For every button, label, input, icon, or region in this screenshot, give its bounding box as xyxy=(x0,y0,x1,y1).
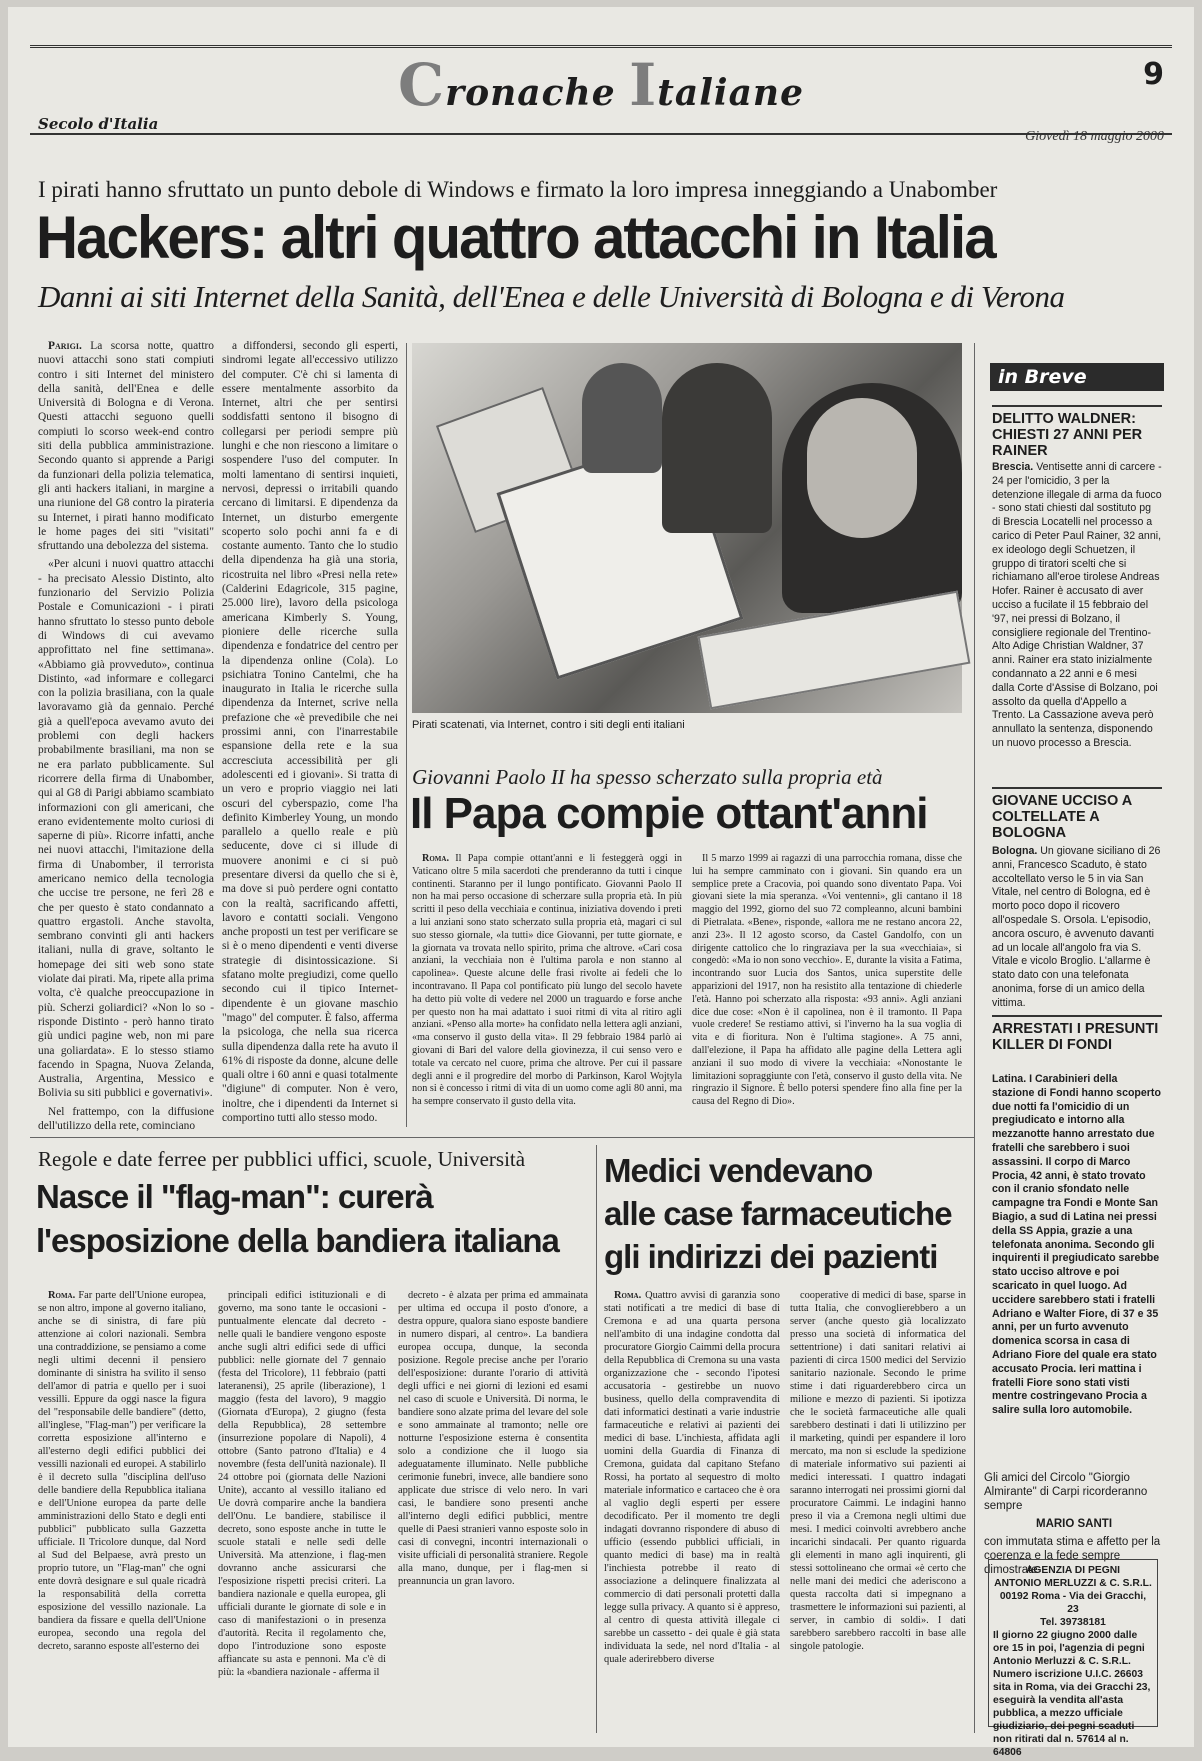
medici-col1-text: Quattro avvisi di garanzia sono stati notificati a tre medici di base di Cremona e ad una quarta persona nell'ambito di una indagine condotta dal procuratore Giorgio Caimmi della procura della Repubblica di Cremona su una vasta organizzazione che - secondo l'ipotesi accusatoria - gestirebbe un nuovo business, quello della compravendita di dati informatici destinati a varie industrie farmaceutiche e relativi ai pazienti dei medici di base. L'inchiesta, affidata agli uomini della Guardia di Finanza di Cremona, guidata dal capitano Stefano Rossi, ha portato al sequestro di molto materiale informatico e cartaceo che è ora al vaglio degli esperti per essere decodificato. Per il momento tre degli indagati dovranno rispondere di abuso di ufficio (essendo pubblici ufficiali, in quanto medici di base) ma in realtà l'inchiesta potrebbe il reato di associazione a delinquere finalizzata al commercio di dati personali protetti dalla legge sulla privacy. A quanto si è appreso, al centro di questa attività illegale ci sarebbe un cassetto - dei quale è già stata individuata la sede, nel nord d'Italia - al quale aderirebbero diverse xyxy=(604,1290,780,1665)
flag-story-column-2 xyxy=(218,1289,386,1733)
column-rule-1 xyxy=(406,343,407,1127)
top-rule xyxy=(30,45,1172,48)
section-masthead xyxy=(8,51,1194,119)
pope-headline: Il Papa compie ottant'anni xyxy=(410,789,928,838)
medici-headline-line-1: Medici vendevano xyxy=(604,1152,873,1189)
hackers-photo xyxy=(412,343,962,713)
brief-1-title: DELITTO WALDNER: CHIESTI 27 ANNI PER RAINER xyxy=(992,405,1162,459)
flag-headline xyxy=(36,1175,596,1263)
in-breve-header: in Breve xyxy=(990,363,1164,391)
medici-headline-line-3: gli indirizzi dei pazienti xyxy=(604,1238,938,1275)
brief-3-title: ARRESTATI I PRESUNTI KILLER DI FONDI xyxy=(992,1015,1162,1053)
notice-closing: con immutata stima e affetto per la coerenza e la fede sempre dimostrate xyxy=(984,1536,1161,1576)
section-title-part2: taliane xyxy=(657,72,805,114)
issue-date: Giovedì 18 maggio 2000 xyxy=(1025,129,1164,144)
paper-name: Secolo d'Italia xyxy=(38,115,159,133)
brief-3-body: I Carabinieri della stazione di Fondi hanno scoperto due notti fa l'omicidio di un pregiudicato e intorno alla mezzanotte hanno arrestato due fratelli che sarebbero i suoi assassini. Il corpo di Marco Procia, 42 anni, è stato trovato con il cranio sfondato nelle campagne tra Fondi e Monte San Biagio, a sud di Latina nei pressi della SS Appia, grazie a una telefonata anonima. Secondo gli inquirenti il pregiudicato sarebbe stato ucciso altrove e poi scaricato in quel luogo. Ad uccidere sarebbero stati i fratelli Adriano e Walter Fiore, di 37 e 35 anni, per un furto avvenuto domenica scorsa in casa di Adriano Fiore del quale era stato accusato Procia. Ieri mattina i fratelli Fiore sono stati visti mentre costringevano Procia a salire sulla loro automobile. xyxy=(992,1073,1161,1417)
photo-face xyxy=(807,398,917,538)
masthead-rule xyxy=(30,133,1172,135)
pope-col2-text: Il 5 marzo 1999 ai ragazzi di una parrocchia romana, disse che lui ha sempre camminato con i giovani. Sin quando era un semplice prete a Cracovia, poi quando sono diventato Papa. Voi giovani siete la mia speranza. «Voi ventenni», gli cantano il 18 maggio del 1992, giorno del suo 72 compleanno, alcuni bambini di Pietralata. «Bene», risponde, «allora me ne restano ancora 22, anzi 23». Il 12 agosto scorso, da Castel Gandolfo, con un dirigente cattolico che lo ringraziava per la sua «vecchiaia», si congedò: «Ma io non sono vecchio». E, durante la visita a Fatima, incontrando suor Lucia dos Santos, unica superstite delle apparizioni del 1917, non ha resistito alla tentazione di chiederle l'età. Hanno poi scherzato alla risposta: «93 anni». Agli anziani dice due cose: «Non è il capolinea, non è il tramonto. Il Papa vuole credere! Se restiamo attivi, si l'inverno ha la sua voglia di vita e di fioritura. Non è l'ultima stagione». A 75 anni, dall'elezione, il Papa ha affidato alle pagine della Lettera agli anziani il suo modo di vivere la vecchiaia: «Nonostante le limitazioni sopraggiunte con l'età, conservo il gusto della vita. Ne ringrazio il Signore. È bello potersi spendere fino alla fine per la causa del Regno di Dio». xyxy=(692,853,962,1108)
medici-story-column-2 xyxy=(790,1289,966,1733)
flag-col2-text: principali edifici istituzionali e di governo, ma sono tante le occasioni - puntualmente elencate dal decreto - nelle quali le bandiere vengono esposte anche sugli altri edifici sede di uffici pubblici: nelle giornate del 7 gennaio (festa del Tricolore), 11 febbraio (patti lateranensi), 25 aprile (liberazione), 1 maggio (festa del lavoro), 9 maggio (Giornata d'Europa), 2 giugno (festa della Repubblica), 28 settembre (insurrezione popolare di Napoli), 4 ottobre (Santo patrono d'Italia) e 4 novembre (festa dell'unità nazionale). Il 24 ottobre poi (giornata delle Nazioni Unite), accanto al vessillo italiano ed Ue dovrà comparire anche la bandiera dell'Onu. Le bandiere, stabilisce il decreto, sono esposte anche in tutte le scuole statali e nelle sedi delle Università. Ma attenzione, i flag-men dovranno anche assicurarsi che l'esposizione rispetti precisi criteri. La bandiera nazionale e quella europea, gli ufficiali durante le giornate di sole e in caso di manifestazioni o in presenza d'autorità. Recita il regolamento che, dopo l'introduzione sono esposte affiancate su asta e pennoni. Ma c'è di più: la «bandiera nazionale - afferma il xyxy=(218,1290,386,1678)
page-number: 9 xyxy=(1143,57,1164,92)
brief-2-body: Un giovane siciliano di 26 anni, Francesco Scaduto, è stato accoltellato verso le 5 in via San Vitale, nel centro di Bologna, ed è morto poco dopo il ricovero all'ospedale S. Orsola. L'episodio, ancora oscuro, è avvenuto davanti ad un locale all'angolo fra via S. Vitale e vicolo Broglio. L'allarme è stato dato con una telefonata anonima, forse di un amico della vittima. xyxy=(992,845,1161,1009)
pope-story-column-2 xyxy=(692,853,962,1123)
main-kicker: I pirati hanno sfruttato un punto debole di Windows e firmato la loro impresa inneggiando a Unabomber xyxy=(38,177,998,202)
photo-person-middle xyxy=(662,363,772,533)
photo-caption: Pirati scatenati, via Internet, contro i siti degli enti italiani xyxy=(412,719,685,731)
flag-col1-text: Far parte dell'Unione europea, se non altro, impone al governo italiano, anche se di sinistra, di fare più attenzione ai colori nazionali. Sembra una contraddizione, se pensiamo a come negli ultimi decenni il pensiero dominante di sinistra ha svilito il senso dell'amor di patria e quello per i suoi vessilli. Eppure da oggi nasce la figura del "responsabile delle bandiere" (detto, all'inglese, "Flag-man") per verificare la corretta esposizione all'interno e all'esterno degli edifici pubblici dei vessilli nazionali ed europei. A stabilirlo è il decreto sulla "disciplina dell'uso delle bandiere della Repubblica italiana e dell'Unione europea da parte delle amministrazioni dello Stato e degli enti pubblici" pubblicato sulla Gazzetta ufficiale. Il Tricolore dunque, dal Nord al Sud del Belpaese, avrà presto un proprio tutore, un "Flag-man" che ogni ente dovrà designare e sul quale ricadrà la responsabilità della corretta esposizione del vessillo nazionale. La bandiera da fissare e quella dell'Unione europea, secondo una regola del decreto, saranno esposte all'esterno dei xyxy=(38,1290,206,1652)
main-col2-para-1: a diffondersi, secondo gli esperti, sindromi legate all'eccessivo utilizzo del computer. C'è chi si lamenta di essere mentalmente assorbito da Internet, altri che per sentirsi soddisfatti sentono il bisogno di collegarsi per periodi sempre più lunghi e che non riescono a limitare o sospendere l'uso del computer. In molti lamentano di sentirsi inquieti, nervosi, depressi o irritabili quando cercano di limitarsi. E dipendenza da Internet, un disturbo emergente scoperto solo pochi anni fa e di costante aumento. Tanto che lo studio della dipendenza ha già una storia, ricostruita nel libro «Presi nella rete» (Calderini Edagricole, 315 pagine, 25.000 lire), lavoro della psicologa americana Kimberly S. Young, pioniere delle ricerche sulla dipendenza e fondatrice del centro per la dipendenza online (Cola). Lo psichiatra Tonino Cantelmi, che ha inaugurato in Italia le ricerche sulla dipendenza da Internet, scrive nella prefazione che «è prevedibile che nei prossimi anni, con l'inarrestabile espansione della rete e la sua accresciuta accessibilità per gli adolescenti ed i giovani». Si tratta di un vero e proprio viaggio nei lati oscuri del cyberspazio, come l'ha definito Kimberley Young, un mondo parallelo a quello reale e più seducente, dove ci si illude di muovere anonimi e ci si può presentare diversi da quello che si è, ma dove si può perdere ogni contatto con la realtà, sacrificando affetti, lavoro e contatti sociali. Vengono anche proposti un test per verificare se si è o meno dipendenti e venti diverse strategie di disintossicazione. Si sfatano molte pregiudizi, come quello secondo cui il tipico Internet-dipendente è un giovane maschio "mago" del computer. È falso, afferma la psicologa, che nella sua ricerca sulla dipendenza dalla rete ha avuto il 61% di risposte da donne, alcune delle quali oltre i 60 anni e quasi totalmente "digiune" di computer. Non è vero, inoltre, che i dipendenti da Internet si comportino tutti allo stesso modo. xyxy=(222,340,398,1125)
flag-kicker: Regole e date ferree per pubblici uffici, scuole, Università xyxy=(38,1147,526,1171)
flag-dateline: Roma. xyxy=(48,1290,76,1301)
main-col1-para-1: La scorsa notte, quattro nuovi attacchi sono stati compiuti contro i siti Internet del ministero della sanità, dell'Enea e delle Università di Bologna e di Verona. Questi attacchi seguono quelli compiuti lo scorso week-end contro siti della pubblica amministrazione. Secondo quanto si apprende a Parigi da funzionari della polizia telematica, gli anti hackers italiani, in margine a una riunione del G8 contro la pirateria su Internet, i pirati hanno modificato le home pages dei siti "visitati" sfruttando una debolezza del sistema. xyxy=(38,340,214,553)
bottom-section-rule xyxy=(30,1137,974,1138)
medici-headline xyxy=(604,1149,964,1278)
flag-col3-text: decreto - è alzata per prima ed ammainata per ultima ed occupa il posto d'onore, a destra oppure, qualora siano esposte bandiere in numero dispari, al centro». La bandiera europea occupa, dunque, la seconda posizione. Regole precise anche per l'orario dell'esposizione: durante l'orario di attività degli uffici e nei giorni di lezioni ed esami nel caso di scuole e Università. Di norma, le bandiere sono alzate prima del levare del sole e sono ammainate al tramonto; nelle ore notturne l'esposizione esterna è consentita solo a condizione che il luogo sia adeguatamente illuminato. Nelle pubbliche cerimonie funebri, invece, alle bandiere sono applicate due strisce di velo nero. In vari casi, le bandiere sono presenti anche all'interno degli edifici pubblici, mentre quelle di Paesi stranieri vanno esposte solo in casi di convegni, incontri internazionali o visite ufficiali di personalità straniere. Regole alla mano, dunque, per i flag-men si preannuncia un gran lavoro. xyxy=(398,1290,588,1587)
medici-story-column-1 xyxy=(604,1289,780,1733)
brief-2-dateline: Bologna. xyxy=(992,845,1038,857)
brief-1-text xyxy=(992,461,1162,779)
main-col1-para-2: «Per alcuni i nuovi quattro attacchi - ha precisato Alessio Distinto, alto funzionario del Servizio Polizia Postale e Comunicazioni - i pirati hanno sfruttato lo stesso punto debole di Windows di cui avevamo approfittato nel fine settimana». «Abbiamo già provveduto», continua Distinto, «ad informare e collegarci con la polizia brasiliana, con la quale lavoravamo già da gennaio. Perché già a quell'epoca avevamo avuto dei problemi con degli hackers probabilmente brasiliani, ma non se ne era parlato pubblicamente. Sul ricorrere della firma di Unabomber, qui al G8 di Parigi abbiamo scambiato informazioni con gli americani, che erano evidentemente molto curiosi di saperne di più». Ricorre infatti, anche nei nuovi attacchi, l'imitazione della firma di Unabomber, il terrorista americano nemico della tecnologia che uccise tre persone, ne ferì 28 e che per questo è stato condannato a quattro ergastoli. Anche stavolta, sembrano convinti gli anti hackers italiani, nulla di grave, soltanto le homepage dei siti web sono state violate dai pirati. Ma, ripete alla prima volta, c'è qualche preoccupazione in più. Scherzi goliardici? «Non lo so - risponde Distinto - però hanno tirato giù undici pagine web, non mi pare una goliardata». E lo stesso stiamo facendo in Spagna, Nuova Zelanda, Australia, Argentina, Messico e Bolivia su siti pubblici e governativi». xyxy=(38,558,214,1100)
pope-dateline: Roma. xyxy=(422,853,450,864)
brief-3-dateline: Latina. xyxy=(992,1073,1027,1085)
ad-address: 00192 Roma - Via dei Gracchi, 23 xyxy=(999,1591,1147,1615)
flag-story-column-1 xyxy=(38,1289,206,1733)
pope-kicker: Giovanni Paolo II ha spesso scherzato sulla propria età xyxy=(412,765,883,789)
notice-text: Gli amici del Circolo "Giorgio Almirante" di Carpi ricorderanno sempre xyxy=(984,1472,1148,1512)
pope-col1-text: Il Papa compie ottant'anni e li festeggerà oggi in Vaticano oltre 5 mila sacerdoti che prenderanno da tutti i cinque continenti. Staranno per il lungo pontificato. Giovanni Paolo II non ha mai perso occasione di scherzare sulla propria età. In più scritti il peso della vecchiaia e continua, iniziativa dovendo i preti a lui anziani sono stato scherzato sulla propria età, magari ci sul suo stesso giornale, «la tutti» dice Giovanni, per tutte giornate, e la giornata va trovata nello spirito, prima che altrove. «Cari cosa anziani, la vecchiaia non è l'ultima parola e non stanno al capolinea». Queste alcune delle frasi rivolte ai fedeli che lo incontravano. Il Papa col pontificato più lungo del secolo havete ha detto più volte di vedere nel 2000 un traguardo e forse anche per questo non ha mai adattato i suoi ritmi di vita al ritiro agli anziani. «Penso alla morte» ha confidato nella lettera agli anziani, «ma conservo il gusto della vita». Il 29 febbraio 1984 parlò ai giovani di Bari del valore della giovinezza, il cui senso vero e totale va cercato nel cuore, prima che altrove. Per cui il passare degli anni e il progredire del morbo di Parkinson, Karol Wojtyla non si è concesso i ritmi di vita di un uomo come agli 80 anni, ma ha sempre conservato il gusto della vita. xyxy=(412,853,682,1108)
notice-name: MARIO SANTI xyxy=(1035,1518,1113,1530)
brief-1-dateline: Brescia. xyxy=(992,461,1034,473)
main-subhead: Danni ai siti Internet della Sanità, dell'Enea e delle Università di Bologna e di Verona xyxy=(38,279,1065,314)
ad-title: AGENZIA DI PEGNI xyxy=(1025,1565,1120,1576)
section-title-cap-i: I xyxy=(629,51,658,119)
flag-story-column-3 xyxy=(398,1289,588,1733)
column-rule-medici xyxy=(596,1145,597,1733)
main-col1-para-3: Nel frattempo, con la diffusione dell'utilizzo della rete, cominciano xyxy=(38,1105,214,1133)
main-story-column-1 xyxy=(38,339,214,1133)
section-title-cap-c: C xyxy=(397,51,446,119)
flag-headline-line-1: Nasce il "flag-man": curerà xyxy=(36,1178,433,1215)
pawn-agency-ad xyxy=(988,1559,1158,1758)
flag-headline-line-2: l'esposizione della bandiera italiana xyxy=(36,1222,559,1259)
brief-3-text xyxy=(992,1073,1162,1459)
ad-body: Il giorno 22 giugno 2000 dalle ore 15 in poi, l'agenzia di pegni Antonio Merluzzi & C. S.R.L. Numero iscrizione U.I.C. 26603 sita in Roma, via dei Gracchi 23, eseguirà la vendita all'asta pubblica, a mezzo ufficiale giudiziario, dei pegni scaduti non ritirati dal n. 57614 al n. 64806 xyxy=(993,1630,1151,1758)
ad-phone: Tel. 39738181 xyxy=(1040,1617,1106,1628)
main-dateline: Parigi. xyxy=(48,340,82,352)
photo-person-back xyxy=(582,363,662,473)
pope-story-column-1 xyxy=(412,853,682,1123)
medici-dateline: Roma. xyxy=(614,1290,642,1301)
section-title xyxy=(397,51,805,119)
ad-company: ANTONIO MERLUZZI & C. S.R.L. xyxy=(994,1578,1152,1589)
brief-1-body: Ventisette anni di carcere - 24 per l'omicidio, 3 per la detenzione illegale di arma da fuoco - sono stati chiesti dal sostituto pg di Brescia Locatelli nel processo a carico di Peter Paul Rainer, 32 anni, ex ideologo degli Schuetzen, il gruppo di tiratori scelti che si richiamano all'eroe tirolese Andreas Hofer. Rainer è accusato di aver ucciso a fucilate il 15 febbraio del '97, nei pressi di Bolzano, il consigliere regionale del Trentino-Alto Adige Christian Waldner, 37 anni. Rainer era stato inizialmente condannato a 22 anni e 6 mesi dalla Corte d'Assise di Bolzano, poi assolto da quella d'Appello a Trento. La Cassazione aveva però annullato la sentenza, disponendo un nuovo processo a Brescia. xyxy=(992,461,1162,749)
newspaper-page xyxy=(8,7,1194,1758)
column-rule-briefs xyxy=(974,343,975,1733)
brief-2-title: GIOVANE UCCISO A COLTELLATE A BOLOGNA xyxy=(992,787,1162,841)
section-title-part1: ronache xyxy=(445,72,630,114)
brief-2-text xyxy=(992,845,1162,1009)
main-story-column-2 xyxy=(222,339,398,1129)
main-headline: Hackers: altri quattro attacchi in Italia xyxy=(36,204,995,271)
medici-headline-line-2: alle case farmaceutiche xyxy=(604,1195,952,1232)
medici-col2-text: cooperative di medici di base, sparse in tutta Italia, che convoglierebbero a un server (anche questo già localizzato presso una società di informatica del settentrione) i dati sanitari relativi ai pazienti di circa 1500 medici del Servizio sanitario nazionale. Secondo le prime stime i dati riguarderebbero circa un milione e mezzo di pazienti. Si ipotizza che le società farmaceutiche alle quali sarebbero destinati i dati li utilizzino per il marketing, quindi per espandere il loro mercato, ma non si esclude la spedizione di materiale informativo sui pazienti ai medici interessati. I quattro indagati saranno interrogati nei prossimi giorni dal procuratore Caimmi. Le indagini hanno preso il via a Cremona negli ultimi due mesi. I medici coinvolti avrebbero anche incarichi sindacali. Per quanto riguarda gli elementi in mano agli inquirenti, gli stessi sottolineano che ormai «è certo che nelle mani dei medici che aderiscono a questa raccolta dati si impegnano a trasmettere le informazioni sui pazienti, al server, in cambio di soldi». I dati sarebbero sarebbero raccolti in base alle singole patologie. xyxy=(790,1290,966,1652)
